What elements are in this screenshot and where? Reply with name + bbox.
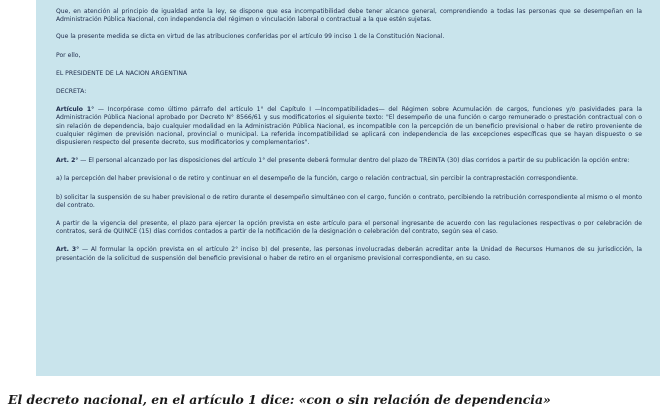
paragraph-decreta: DECRETA:	[56, 88, 87, 96]
article-2-text: — El personal alcanzado por las disposiciones del artículo 1° del presente deberá formular dentro del plazo de TREINTA (30) días corridos a partir de su publicación la opción entre:	[78, 157, 630, 165]
article-3	[56, 246, 642, 262]
article-2	[56, 157, 642, 165]
option-b: b) solicitar la suspensión de su haber previsional o de retiro durante el desempeño simultáneo con el cargo, función o contrato, percibiendo la retribución correspondiente al mismo o el monto del contrato.	[56, 193, 642, 209]
paragraph-atribuciones: Que la presente medida se dicta en virtud de las atribuciones conferidas por el artículo 99 inciso 1 de la Constitución Nacional.	[56, 33, 445, 41]
paragraph-vigencia: A partir de la vigencia del presente, el plazo para ejercer la opción prevista en este artículo para el personal ingresante de acuerdo con las regulaciones respectivas o por celebración de contratos, será de QUINCE (15) días corridos contados a partir de la notificación de la designación o celebración del contrato, según sea el caso.	[56, 220, 642, 236]
option-a: a) la percepción del haber previsional o de retiro y continuar en el desempeño de la función, cargo o relación contractual, sin percibir la contraprestación correspondiente.	[56, 175, 578, 183]
article-3-text: — Al formular la opción prevista en el artículo 2° inciso b) del presente, las personas involucradas deberán acreditar ante la Unidad de Recursos Humanos de su jurisdicción, la presentación de la solicitud de suspensión del beneficio previsional o haber de retiro en el organismo previsional correspondiente, en su caso.	[56, 246, 642, 262]
article-1-label: Artículo 1°	[56, 106, 95, 114]
article-1	[56, 106, 642, 147]
image-caption: El decreto nacional, en el artículo 1 dice: «con o sin relación de dependencia»	[8, 392, 551, 407]
paragraph-igualdad: Que, en atención al principio de igualdad ante la ley, se dispone que esa incompatibilidad debe tener alcance general, comprendiendo a todas las personas que se desempeñan en la Administración Pública Nacional, con independencia del régimen o vinculación laboral o contractual a la que estén sujetas.	[56, 8, 642, 24]
decree-document-image	[36, 0, 660, 376]
paragraph-presidente: EL PRESIDENTE DE LA NACION ARGENTINA	[56, 69, 188, 77]
paragraph-por-ello: Por ello,	[56, 51, 81, 59]
article-3-label: Art. 3°	[56, 246, 80, 254]
article-2-label: Art. 2°	[56, 157, 79, 165]
article-1-text: — Incorpórase como último párrafo del artículo 1° del Capítulo I —Incompatibilidades— del Régimen sobre Acumulación de cargos, funciones y/o pasividades para la Administración Pública Nacional aprobado por Decreto N° 8566/61 y sus modificatorios el siguiente texto: "El desempeño de una función o cargo remunerado o prestación contractual con o sin relación de dependencia, bajo cualquier modalidad en la Administración Pública Nacional, es incompatible con la percepción de un beneficio previsional o haber de retiro proveniente de cualquier régimen de previsión nacional, provincial o municipal. La referida incompatibilidad se aplicará con independencia de las excepciones específicas que se hayan dispuesto o se dispusieren respecto del presente decreto, sus modificatorios y complementarios".	[56, 106, 642, 147]
